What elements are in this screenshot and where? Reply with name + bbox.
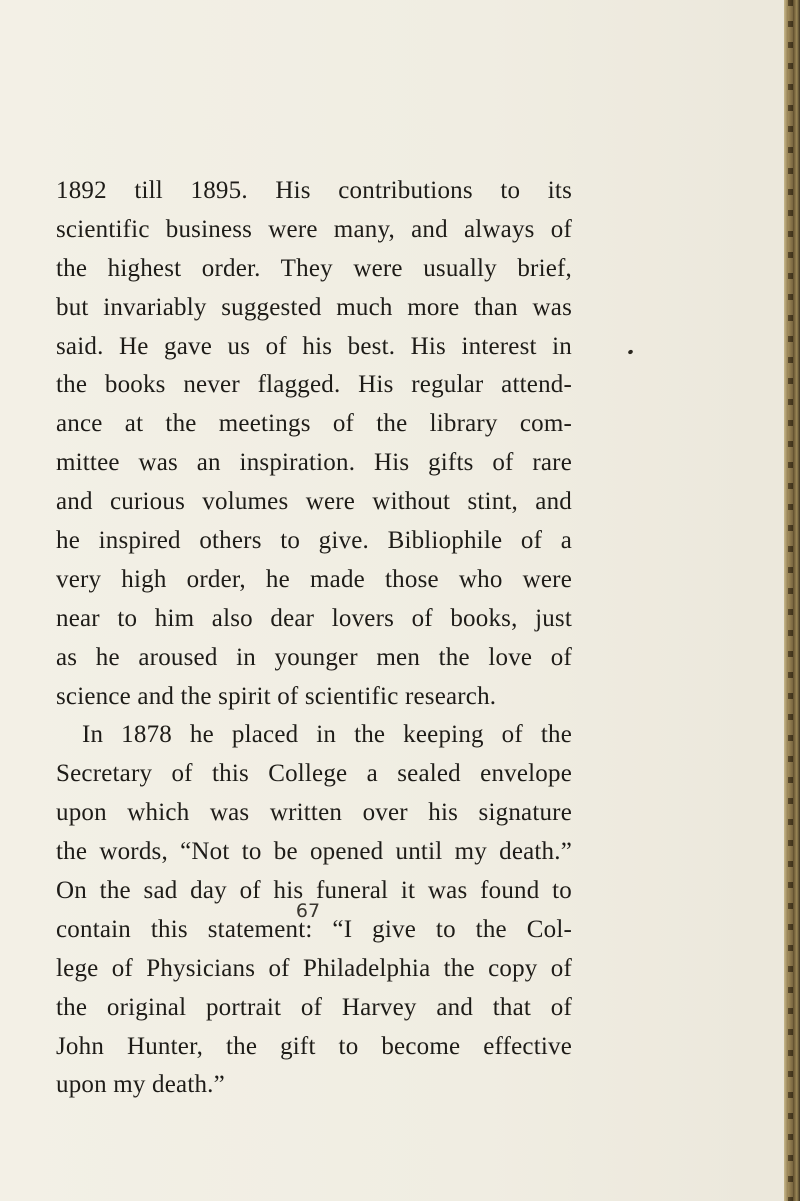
text-line: Secretary of this College a sealed envelope	[56, 760, 572, 788]
text-line: scientific business were many, and always of	[56, 215, 572, 243]
text-line: mittee was an inspiration. His gifts of rare	[56, 449, 572, 477]
text-line: John Hunter, the gift to become effective	[56, 1032, 572, 1060]
text-line: science and the spirit of scientific research.	[56, 682, 497, 710]
body-text	[56, 172, 572, 1105]
text-line: the books never flagged. His regular attend-	[56, 371, 572, 399]
text-line: upon which was written over his signature	[56, 799, 572, 827]
text-line: contain this statement: “I give to the Col-	[56, 915, 572, 943]
text-line: lege of Physicians of Philadelphia the copy of	[56, 954, 572, 982]
book-edge	[784, 0, 800, 1201]
text-line: the highest order. They were usually brief,	[56, 254, 572, 282]
text-line: but invariably suggested much more than was	[56, 293, 572, 321]
text-line: the original portrait of Harvey and that of	[56, 993, 572, 1021]
text-line: near to him also dear lovers of books, just	[56, 604, 572, 632]
text-line: very high order, he made those who were	[56, 565, 572, 593]
text-line: upon my death.”	[56, 1071, 225, 1099]
text-line: In 1878 he placed in the keeping of the	[82, 721, 572, 749]
text-line: ance at the meetings of the library com-	[56, 410, 572, 438]
text-line: the words, “Not to be opened until my death.”	[56, 838, 572, 866]
text-line: as he aroused in younger men the love of	[56, 643, 572, 671]
text-line: said. He gave us of his best. His interest in	[56, 332, 572, 360]
page-number: 67	[295, 900, 321, 922]
text-line: he inspired others to give. Bibliophile of a	[56, 527, 572, 555]
ink-speck	[627, 349, 633, 355]
text-line: 1892 till 1895. His contributions to its	[56, 177, 572, 204]
text-line: On the sad day of his funeral it was found to	[56, 877, 572, 905]
text-line: and curious volumes were without stint, and	[56, 488, 572, 516]
